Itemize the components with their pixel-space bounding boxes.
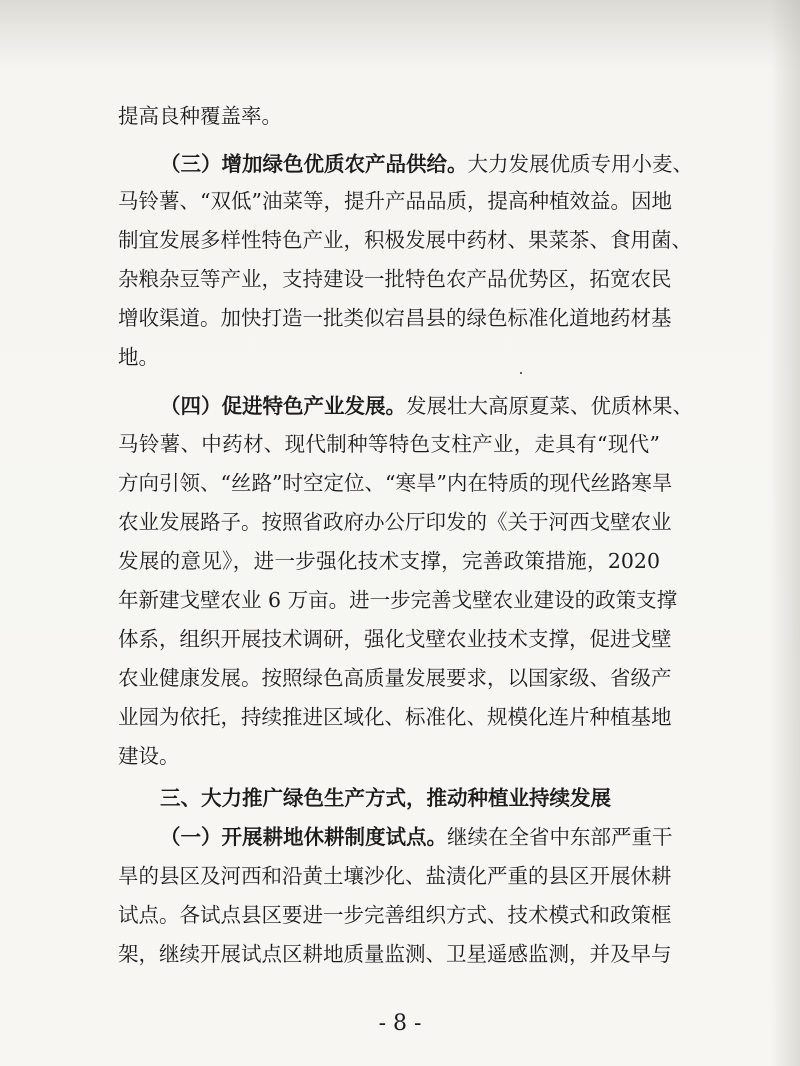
text-segment: 继续在全省中东部严重干 <box>447 825 673 849</box>
paragraph-line <box>160 392 693 420</box>
text-line: 体系，组织开展技术调研，强化戈壁农业技术支撑，促进戈壁 <box>118 627 672 651</box>
text-segment: 发展壮大高原夏菜、优质林果、 <box>406 394 693 418</box>
text-line: 业园为依托，持续推进区域化、标准化、规模化连片种植基地 <box>118 705 672 729</box>
text-line: 农业健康发展。按照绿色高质量发展要求，以国家级、省级产 <box>118 666 672 690</box>
text-line: 发展的意见》，进一步强化技术支撑，完善政策措施，2020 <box>118 549 660 573</box>
text-line: 增收渠道。加快打造一批类似宕昌县的绿色标准化道地药材基 <box>118 306 672 330</box>
text-line: 年新建戈壁农业 6 万亩。进一步完善戈壁农业建设的政策支撑 <box>118 588 678 612</box>
text-line: 杂粮杂豆等产业，支持建设一批特色农产品优势区，拓宽农民 <box>118 267 672 291</box>
text-line: 旱的县区及河西和沿黄土壤沙化、盐渍化严重的县区开展休耕 <box>118 864 672 888</box>
text-line: 马铃薯、中药材、现代制种等特色支柱产业，走具有“现代” <box>118 432 660 456</box>
text-line: 提高良种覆盖率。 <box>118 104 282 128</box>
scan-shadow-right <box>770 0 800 1066</box>
text-line: 建设。 <box>118 744 180 768</box>
subheading: （四）促进特色产业发展。 <box>160 394 406 418</box>
page-number: - 8 - <box>378 1011 422 1036</box>
subheading: （一）开展耕地休耕制度试点。 <box>160 825 447 849</box>
scan-speck <box>520 372 522 374</box>
text-segment: 大力发展优质专用小麦、 <box>467 152 693 176</box>
paragraph-line <box>160 823 673 851</box>
text-line: 马铃薯、“双低”油菜等，提升产品品质，提高种植效益。因地 <box>118 189 672 213</box>
text-line: 地。 <box>118 345 159 369</box>
section-heading: 三、大力推广绿色生产方式，推动种植业持续发展 <box>160 786 611 810</box>
text-line: 农业发展路子。按照省政府办公厅印发的《关于河西戈壁农业 <box>118 510 672 534</box>
subheading: （三）增加绿色优质农产品供给。 <box>160 152 468 176</box>
paragraph-line <box>160 150 693 178</box>
text-line: 方向引领、“丝路”时空定位、“寒旱”内在特质的现代丝路寒旱 <box>118 471 673 495</box>
text-line: 试点。各试点县区要进一步完善组织方式、技术模式和政策框 <box>118 903 672 927</box>
scan-shadow-top <box>0 0 800 70</box>
text-line: 架，继续开展试点区耕地质量监测、卫星遥感监测，并及早与 <box>118 942 672 966</box>
text-line: 制宜发展多样性特色产业，积极发展中药材、果菜茶、食用菌、 <box>118 228 692 252</box>
